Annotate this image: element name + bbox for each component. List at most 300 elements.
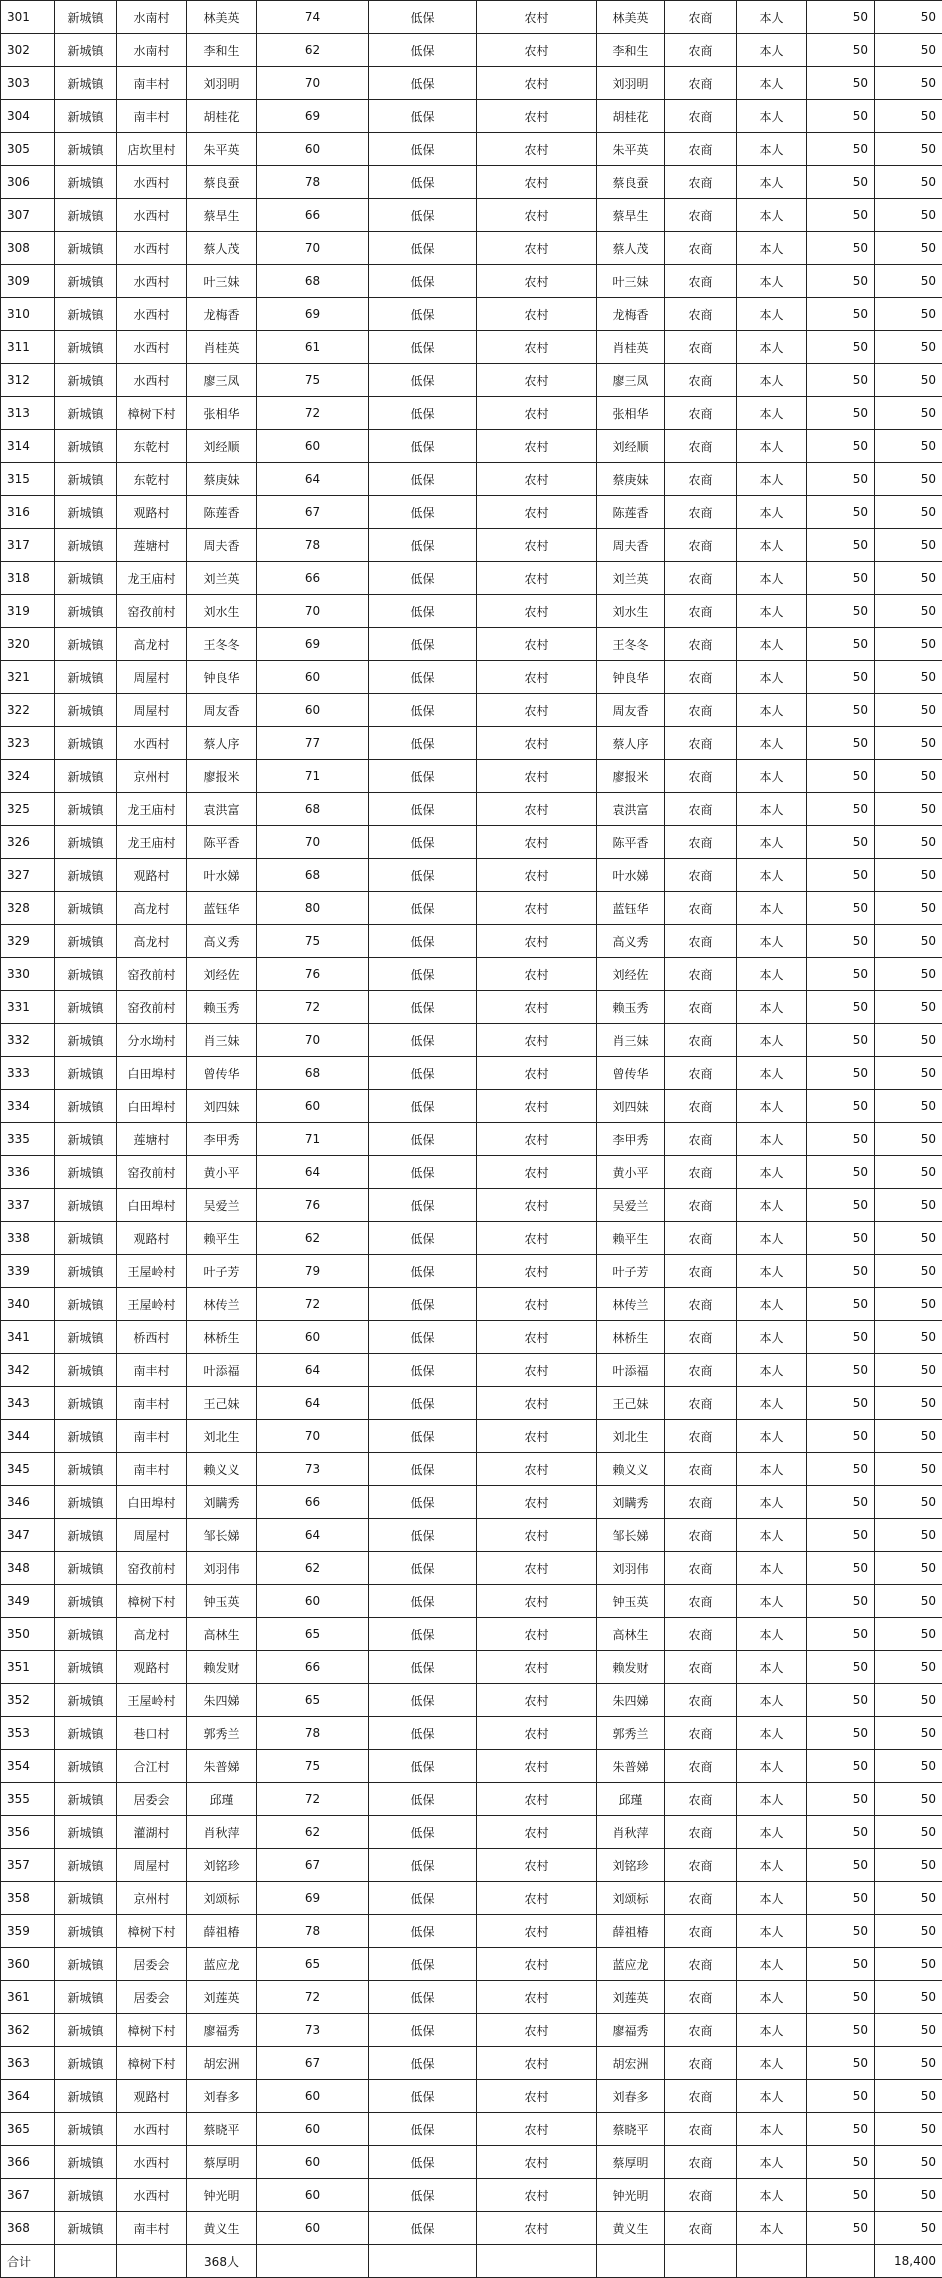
name-cell: 王冬冬 — [187, 628, 257, 661]
total-empty-cell — [117, 2245, 187, 2278]
recipient-cell: 朱平英 — [597, 133, 665, 166]
town-cell: 新城镇 — [55, 265, 117, 298]
standard-cell: 50 — [807, 1255, 875, 1288]
recipient-cell: 周友香 — [597, 694, 665, 727]
table-row — [1, 1453, 942, 1486]
row-index-cell: 338 — [1, 1222, 55, 1255]
household-type-cell: 农村 — [477, 2047, 597, 2080]
standard-cell: 50 — [807, 463, 875, 496]
age-cell: 65 — [257, 1618, 369, 1651]
age-cell: 77 — [257, 727, 369, 760]
relation-cell: 本人 — [737, 1057, 807, 1090]
bank-cell: 农商 — [665, 1783, 737, 1816]
village-cell: 水西村 — [117, 199, 187, 232]
village-cell: 樟树下村 — [117, 1585, 187, 1618]
standard-cell: 50 — [807, 430, 875, 463]
amount-cell: 50 — [875, 199, 942, 232]
town-cell: 新城镇 — [55, 1123, 117, 1156]
table-row — [1, 34, 942, 67]
village-cell: 水西村 — [117, 331, 187, 364]
relation-cell: 本人 — [737, 1453, 807, 1486]
bank-cell: 农商 — [665, 1387, 737, 1420]
table-row — [1, 133, 942, 166]
bank-cell: 农商 — [665, 1849, 737, 1882]
age-cell: 60 — [257, 133, 369, 166]
category-cell: 低保 — [369, 1552, 477, 1585]
household-type-cell: 农村 — [477, 496, 597, 529]
category-cell: 低保 — [369, 958, 477, 991]
row-index-cell: 320 — [1, 628, 55, 661]
category-cell: 低保 — [369, 727, 477, 760]
amount-cell: 50 — [875, 1783, 942, 1816]
standard-cell: 50 — [807, 2014, 875, 2047]
household-type-cell: 农村 — [477, 1156, 597, 1189]
amount-cell: 50 — [875, 628, 942, 661]
standard-cell: 50 — [807, 1618, 875, 1651]
amount-cell: 50 — [875, 2179, 942, 2212]
town-cell: 新城镇 — [55, 793, 117, 826]
age-cell: 65 — [257, 1948, 369, 1981]
recipient-cell: 蔡人序 — [597, 727, 665, 760]
recipient-cell: 张相华 — [597, 397, 665, 430]
standard-cell: 50 — [807, 265, 875, 298]
name-cell: 薛祖椿 — [187, 1915, 257, 1948]
category-cell: 低保 — [369, 793, 477, 826]
table-row — [1, 661, 942, 694]
household-type-cell: 农村 — [477, 232, 597, 265]
table-row — [1, 1585, 942, 1618]
standard-cell: 50 — [807, 1156, 875, 1189]
standard-cell: 50 — [807, 364, 875, 397]
village-cell: 王屋岭村 — [117, 1288, 187, 1321]
row-index-cell: 315 — [1, 463, 55, 496]
household-type-cell: 农村 — [477, 892, 597, 925]
category-cell: 低保 — [369, 2080, 477, 2113]
row-index-cell: 327 — [1, 859, 55, 892]
age-cell: 61 — [257, 331, 369, 364]
standard-cell: 50 — [807, 628, 875, 661]
recipient-cell: 王冬冬 — [597, 628, 665, 661]
household-type-cell: 农村 — [477, 727, 597, 760]
household-type-cell: 农村 — [477, 331, 597, 364]
household-type-cell: 农村 — [477, 1222, 597, 1255]
total-empty-cell — [257, 2245, 369, 2278]
relation-cell: 本人 — [737, 2047, 807, 2080]
category-cell: 低保 — [369, 199, 477, 232]
amount-cell: 50 — [875, 1849, 942, 1882]
town-cell: 新城镇 — [55, 1849, 117, 1882]
town-cell: 新城镇 — [55, 2212, 117, 2245]
category-cell: 低保 — [369, 463, 477, 496]
row-index-cell: 357 — [1, 1849, 55, 1882]
amount-cell: 50 — [875, 1024, 942, 1057]
bank-cell: 农商 — [665, 1354, 737, 1387]
standard-cell: 50 — [807, 1, 875, 34]
town-cell: 新城镇 — [55, 1453, 117, 1486]
amount-cell: 50 — [875, 1288, 942, 1321]
total-row — [1, 2245, 942, 2278]
recipient-cell: 蔡厚明 — [597, 2146, 665, 2179]
town-cell: 新城镇 — [55, 2047, 117, 2080]
amount-cell: 50 — [875, 496, 942, 529]
relation-cell: 本人 — [737, 232, 807, 265]
town-cell: 新城镇 — [55, 1684, 117, 1717]
bank-cell: 农商 — [665, 1024, 737, 1057]
row-index-cell: 306 — [1, 166, 55, 199]
age-cell: 71 — [257, 1123, 369, 1156]
recipient-cell: 陈平香 — [597, 826, 665, 859]
town-cell: 新城镇 — [55, 529, 117, 562]
relation-cell: 本人 — [737, 1255, 807, 1288]
recipient-cell: 钟光明 — [597, 2179, 665, 2212]
recipient-cell: 蔡旱生 — [597, 199, 665, 232]
town-cell: 新城镇 — [55, 727, 117, 760]
row-index-cell: 355 — [1, 1783, 55, 1816]
amount-cell: 50 — [875, 2047, 942, 2080]
name-cell: 刘羽伟 — [187, 1552, 257, 1585]
village-cell: 樟树下村 — [117, 1915, 187, 1948]
amount-cell: 50 — [875, 298, 942, 331]
amount-cell: 50 — [875, 463, 942, 496]
amount-cell: 50 — [875, 364, 942, 397]
row-index-cell: 325 — [1, 793, 55, 826]
town-cell: 新城镇 — [55, 958, 117, 991]
recipient-cell: 钟良华 — [597, 661, 665, 694]
amount-cell: 50 — [875, 1420, 942, 1453]
village-cell: 居委会 — [117, 1948, 187, 1981]
standard-cell: 50 — [807, 991, 875, 1024]
town-cell: 新城镇 — [55, 1420, 117, 1453]
relation-cell: 本人 — [737, 661, 807, 694]
town-cell: 新城镇 — [55, 1486, 117, 1519]
table-row — [1, 2179, 942, 2212]
age-cell: 65 — [257, 1684, 369, 1717]
category-cell: 低保 — [369, 2047, 477, 2080]
table-row — [1, 1552, 942, 1585]
row-index-cell: 321 — [1, 661, 55, 694]
recipient-cell: 肖秋萍 — [597, 1816, 665, 1849]
name-cell: 廖福秀 — [187, 2014, 257, 2047]
table-row — [1, 1222, 942, 1255]
village-cell: 莲塘村 — [117, 529, 187, 562]
relation-cell: 本人 — [737, 1948, 807, 1981]
village-cell: 窑孜前村 — [117, 1156, 187, 1189]
town-cell: 新城镇 — [55, 1255, 117, 1288]
category-cell: 低保 — [369, 1420, 477, 1453]
village-cell: 水西村 — [117, 2179, 187, 2212]
household-type-cell: 农村 — [477, 1387, 597, 1420]
village-cell: 南丰村 — [117, 100, 187, 133]
standard-cell: 50 — [807, 958, 875, 991]
name-cell: 李和生 — [187, 34, 257, 67]
recipient-cell: 刘颂标 — [597, 1882, 665, 1915]
row-index-cell: 323 — [1, 727, 55, 760]
table-row — [1, 892, 942, 925]
table-row — [1, 2113, 942, 2146]
bank-cell: 农商 — [665, 265, 737, 298]
relation-cell: 本人 — [737, 1816, 807, 1849]
relation-cell: 本人 — [737, 265, 807, 298]
bank-cell: 农商 — [665, 1321, 737, 1354]
town-cell: 新城镇 — [55, 1387, 117, 1420]
age-cell: 64 — [257, 1156, 369, 1189]
row-index-cell: 358 — [1, 1882, 55, 1915]
category-cell: 低保 — [369, 1024, 477, 1057]
bank-cell: 农商 — [665, 958, 737, 991]
standard-cell: 50 — [807, 2047, 875, 2080]
village-cell: 水西村 — [117, 2146, 187, 2179]
town-cell: 新城镇 — [55, 1585, 117, 1618]
amount-cell: 50 — [875, 1618, 942, 1651]
household-type-cell: 农村 — [477, 925, 597, 958]
standard-cell: 50 — [807, 1387, 875, 1420]
recipient-cell: 曾传华 — [597, 1057, 665, 1090]
age-cell: 72 — [257, 991, 369, 1024]
table-row — [1, 991, 942, 1024]
relation-cell: 本人 — [737, 1750, 807, 1783]
relation-cell: 本人 — [737, 595, 807, 628]
category-cell: 低保 — [369, 892, 477, 925]
relation-cell: 本人 — [737, 331, 807, 364]
village-cell: 白田埠村 — [117, 1486, 187, 1519]
bank-cell: 农商 — [665, 1288, 737, 1321]
name-cell: 刘兰英 — [187, 562, 257, 595]
bank-cell: 农商 — [665, 2113, 737, 2146]
name-cell: 胡桂花 — [187, 100, 257, 133]
category-cell: 低保 — [369, 925, 477, 958]
name-cell: 蔡庚妹 — [187, 463, 257, 496]
town-cell: 新城镇 — [55, 1156, 117, 1189]
amount-cell: 50 — [875, 1090, 942, 1123]
village-cell: 观路村 — [117, 859, 187, 892]
amount-cell: 50 — [875, 760, 942, 793]
standard-cell: 50 — [807, 1057, 875, 1090]
category-cell: 低保 — [369, 1255, 477, 1288]
bank-cell: 农商 — [665, 2047, 737, 2080]
age-cell: 66 — [257, 199, 369, 232]
amount-cell: 50 — [875, 1255, 942, 1288]
category-cell: 低保 — [369, 1090, 477, 1123]
name-cell: 肖桂英 — [187, 331, 257, 364]
household-type-cell: 农村 — [477, 34, 597, 67]
name-cell: 赖玉秀 — [187, 991, 257, 1024]
bank-cell: 农商 — [665, 859, 737, 892]
village-cell: 水西村 — [117, 232, 187, 265]
bank-cell: 农商 — [665, 298, 737, 331]
table-row — [1, 298, 942, 331]
household-type-cell: 农村 — [477, 760, 597, 793]
household-type-cell: 农村 — [477, 1618, 597, 1651]
household-type-cell: 农村 — [477, 1552, 597, 1585]
recipient-cell: 邹长娣 — [597, 1519, 665, 1552]
relation-cell: 本人 — [737, 859, 807, 892]
standard-cell: 50 — [807, 892, 875, 925]
relation-cell: 本人 — [737, 2080, 807, 2113]
recipient-cell: 刘北生 — [597, 1420, 665, 1453]
relation-cell: 本人 — [737, 1486, 807, 1519]
town-cell: 新城镇 — [55, 1024, 117, 1057]
recipient-cell: 廖三凤 — [597, 364, 665, 397]
name-cell: 叶三妹 — [187, 265, 257, 298]
table-row — [1, 1651, 942, 1684]
amount-cell: 50 — [875, 991, 942, 1024]
category-cell: 低保 — [369, 430, 477, 463]
row-index-cell: 314 — [1, 430, 55, 463]
town-cell: 新城镇 — [55, 199, 117, 232]
village-cell: 合江村 — [117, 1750, 187, 1783]
category-cell: 低保 — [369, 1, 477, 34]
age-cell: 78 — [257, 529, 369, 562]
town-cell: 新城镇 — [55, 562, 117, 595]
town-cell: 新城镇 — [55, 331, 117, 364]
table-row — [1, 166, 942, 199]
name-cell: 林桥生 — [187, 1321, 257, 1354]
name-cell: 刘水生 — [187, 595, 257, 628]
name-cell: 钟玉英 — [187, 1585, 257, 1618]
town-cell: 新城镇 — [55, 1981, 117, 2014]
table-row — [1, 1948, 942, 1981]
household-type-cell: 农村 — [477, 1486, 597, 1519]
standard-cell: 50 — [807, 2179, 875, 2212]
recipient-cell: 肖桂英 — [597, 331, 665, 364]
standard-cell: 50 — [807, 1189, 875, 1222]
household-type-cell: 农村 — [477, 1189, 597, 1222]
bank-cell: 农商 — [665, 2014, 737, 2047]
category-cell: 低保 — [369, 595, 477, 628]
category-cell: 低保 — [369, 496, 477, 529]
standard-cell: 50 — [807, 1453, 875, 1486]
age-cell: 66 — [257, 562, 369, 595]
bank-cell: 农商 — [665, 2080, 737, 2113]
household-type-cell: 农村 — [477, 595, 597, 628]
row-index-cell: 333 — [1, 1057, 55, 1090]
household-type-cell: 农村 — [477, 1717, 597, 1750]
recipient-cell: 陈莲香 — [597, 496, 665, 529]
town-cell: 新城镇 — [55, 1783, 117, 1816]
name-cell: 钟良华 — [187, 661, 257, 694]
category-cell: 低保 — [369, 298, 477, 331]
amount-cell: 50 — [875, 2146, 942, 2179]
bank-cell: 农商 — [665, 397, 737, 430]
row-index-cell: 364 — [1, 2080, 55, 2113]
standard-cell: 50 — [807, 529, 875, 562]
household-type-cell: 农村 — [477, 1651, 597, 1684]
name-cell: 曾传华 — [187, 1057, 257, 1090]
age-cell: 75 — [257, 1750, 369, 1783]
bank-cell: 农商 — [665, 1156, 737, 1189]
bank-cell: 农商 — [665, 826, 737, 859]
relation-cell: 本人 — [737, 67, 807, 100]
table-row — [1, 1915, 942, 1948]
table-row — [1, 232, 942, 265]
amount-cell: 50 — [875, 694, 942, 727]
age-cell: 60 — [257, 430, 369, 463]
bank-cell: 农商 — [665, 991, 737, 1024]
standard-cell: 50 — [807, 1552, 875, 1585]
relation-cell: 本人 — [737, 298, 807, 331]
town-cell: 新城镇 — [55, 661, 117, 694]
household-type-cell: 农村 — [477, 2113, 597, 2146]
town-cell: 新城镇 — [55, 2146, 117, 2179]
relation-cell: 本人 — [737, 496, 807, 529]
bank-cell: 农商 — [665, 232, 737, 265]
town-cell: 新城镇 — [55, 1552, 117, 1585]
amount-cell: 50 — [875, 1453, 942, 1486]
amount-cell: 50 — [875, 1717, 942, 1750]
relation-cell: 本人 — [737, 34, 807, 67]
standard-cell: 50 — [807, 100, 875, 133]
age-cell: 64 — [257, 463, 369, 496]
category-cell: 低保 — [369, 1750, 477, 1783]
relation-cell: 本人 — [737, 694, 807, 727]
table-row — [1, 463, 942, 496]
village-cell: 居委会 — [117, 1783, 187, 1816]
household-type-cell: 农村 — [477, 661, 597, 694]
recipient-cell: 王己妹 — [597, 1387, 665, 1420]
standard-cell: 50 — [807, 1024, 875, 1057]
category-cell: 低保 — [369, 100, 477, 133]
standard-cell: 50 — [807, 1222, 875, 1255]
standard-cell: 50 — [807, 1750, 875, 1783]
relation-cell: 本人 — [737, 1684, 807, 1717]
standard-cell: 50 — [807, 1915, 875, 1948]
age-cell: 73 — [257, 2014, 369, 2047]
relation-cell: 本人 — [737, 1585, 807, 1618]
table-row — [1, 1024, 942, 1057]
total-empty-cell — [369, 2245, 477, 2278]
name-cell: 黄义生 — [187, 2212, 257, 2245]
relation-cell: 本人 — [737, 562, 807, 595]
village-cell: 窑孜前村 — [117, 595, 187, 628]
relation-cell: 本人 — [737, 2113, 807, 2146]
recipient-cell: 蓝钰华 — [597, 892, 665, 925]
row-index-cell: 332 — [1, 1024, 55, 1057]
bank-cell: 农商 — [665, 793, 737, 826]
age-cell: 73 — [257, 1453, 369, 1486]
standard-cell: 50 — [807, 496, 875, 529]
household-type-cell: 农村 — [477, 133, 597, 166]
total-empty-cell — [477, 2245, 597, 2278]
row-index-cell: 317 — [1, 529, 55, 562]
category-cell: 低保 — [369, 1882, 477, 1915]
category-cell: 低保 — [369, 1057, 477, 1090]
recipient-cell: 刘春多 — [597, 2080, 665, 2113]
village-cell: 南丰村 — [117, 1420, 187, 1453]
table-row — [1, 529, 942, 562]
name-cell: 陈平香 — [187, 826, 257, 859]
town-cell: 新城镇 — [55, 2113, 117, 2146]
bank-cell: 农商 — [665, 1090, 737, 1123]
standard-cell: 50 — [807, 397, 875, 430]
relation-cell: 本人 — [737, 760, 807, 793]
relation-cell: 本人 — [737, 1717, 807, 1750]
bank-cell: 农商 — [665, 1, 737, 34]
recipient-cell: 廖报米 — [597, 760, 665, 793]
category-cell: 低保 — [369, 1684, 477, 1717]
name-cell: 袁洪富 — [187, 793, 257, 826]
bank-cell: 农商 — [665, 2212, 737, 2245]
table-row — [1, 331, 942, 364]
standard-cell: 50 — [807, 1981, 875, 2014]
name-cell: 周友香 — [187, 694, 257, 727]
table-row — [1, 199, 942, 232]
category-cell: 低保 — [369, 331, 477, 364]
amount-cell: 50 — [875, 661, 942, 694]
recipient-cell: 吴爱兰 — [597, 1189, 665, 1222]
recipient-cell: 高林生 — [597, 1618, 665, 1651]
name-cell: 朱平英 — [187, 133, 257, 166]
table-row — [1, 496, 942, 529]
